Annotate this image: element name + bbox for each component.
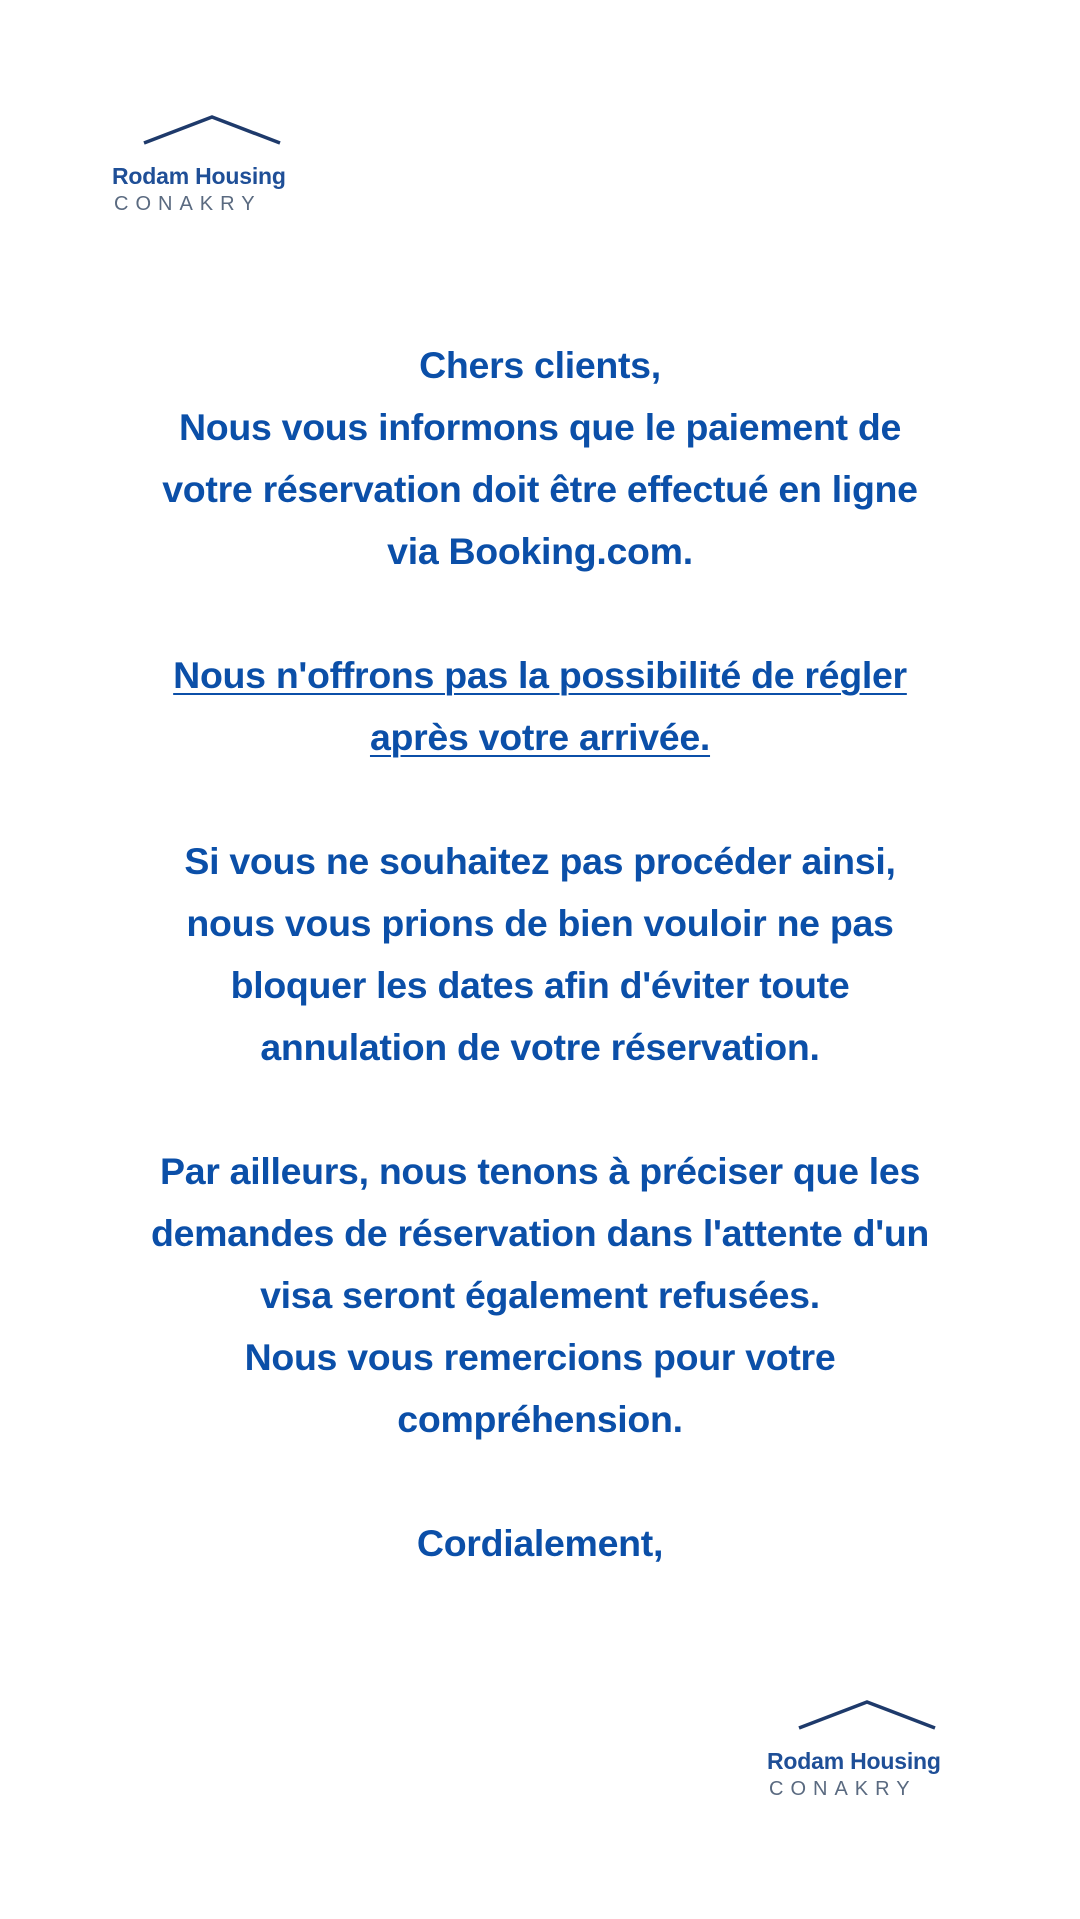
emphasis-paragraph: [60, 644, 1020, 768]
payment-line-2: votre réservation doit être effectué en ligne: [162, 468, 918, 510]
dates-paragraph: [60, 830, 1020, 1078]
emphasis-line-2: après votre arrivée.: [369, 716, 711, 758]
emphasis-line-1: Nous n'offrons pas la possibilité de régler: [173, 654, 907, 696]
payment-line-1: Nous vous informons que le paiement de: [178, 406, 902, 448]
dates-line-4: annulation de votre réservation.: [260, 1026, 820, 1068]
greeting: Chers clients,: [419, 344, 661, 386]
logo-brand-text: Rodam Housing: [767, 1748, 941, 1774]
visa-line-4: Nous vous remercions pour votre: [244, 1336, 836, 1378]
visa-line-3: visa seront également refusées.: [260, 1274, 820, 1316]
house-roof-icon: [797, 1700, 937, 1730]
notice-message: [60, 334, 1020, 1574]
visa-line-5: compréhension.: [397, 1398, 683, 1440]
visa-paragraph: [60, 1140, 1020, 1450]
payment-paragraph: [60, 396, 1020, 582]
logo-bottom: [767, 1700, 967, 1810]
logo-city-text: CONAKRY: [114, 193, 262, 215]
house-roof-icon: [142, 115, 282, 145]
logo-brand-text: Rodam Housing: [112, 163, 286, 189]
payment-line-3: via Booking.com.: [387, 530, 693, 572]
dates-line-2: nous vous prions de bien vouloir ne pas: [186, 902, 894, 944]
dates-line-1: Si vous ne souhaitez pas procéder ainsi,: [184, 840, 896, 882]
closing: Cordialement,: [416, 1522, 664, 1564]
visa-line-1: Par ailleurs, nous tenons à préciser que les: [159, 1150, 921, 1192]
logo-top: [112, 115, 312, 225]
visa-line-2: demandes de réservation dans l'attente d'un: [150, 1212, 930, 1254]
logo-city-text: CONAKRY: [769, 1778, 917, 1800]
dates-line-3: bloquer les dates afin d'éviter toute: [230, 964, 850, 1006]
